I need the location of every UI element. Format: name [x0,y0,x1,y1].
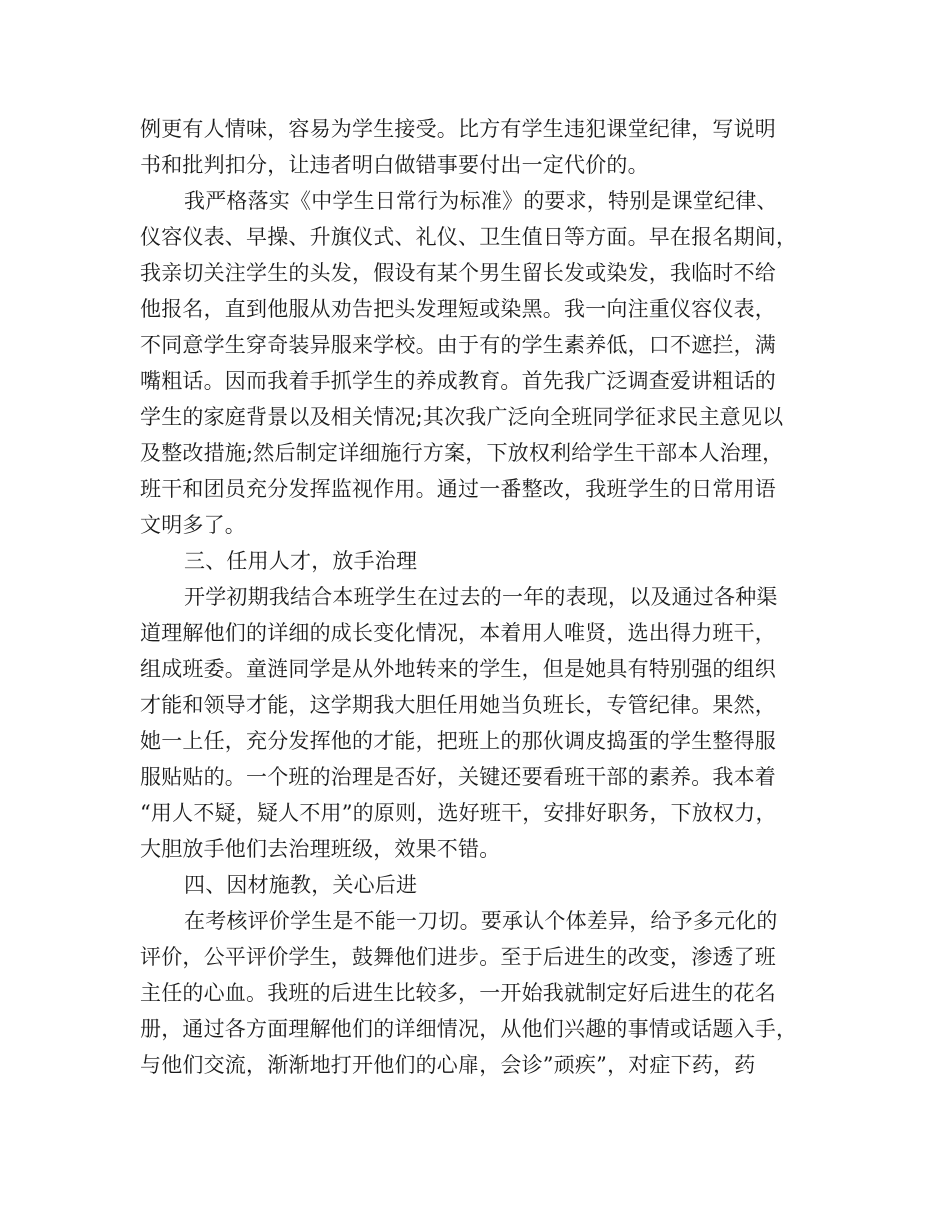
text-line: 我亲切关注学生的头发，假设有某个男生留长发或染发，我临时不给 [140,261,776,285]
paragraph-start-line: 开学初期我结合本班学生在过去的一年的表现，以及通过各种渠 [184,585,778,609]
text-line: 大胆放手他们去治理班级，效果不错。 [140,837,501,861]
text-line: 班干和团员充分发挥监视作用。通过一番整改，我班学生的日常用语 [140,477,776,501]
paragraph-start-line: 我严格落实《中学生日常行为标准》的要求，特别是课堂纪律、 [184,189,778,213]
section-heading: 四、因材施教，关心后进 [184,873,418,897]
text-line: 不同意学生穿奇装异服来学校。由于有的学生素养低，口不遮拦，满 [140,333,776,357]
text-line: 嘴粗话。因而我着手抓学生的养成教育。首先我广泛调查爱讲粗话的 [140,369,776,393]
text-line: 学生的家庭背景以及相关情况;其次我广泛向全班同学征求民主意见以 [140,405,784,429]
document-body [140,111,830,1083]
text-line: 例更有人情味，容易为学生接受。比方有学生违犯课堂纪律，写说明 [140,117,776,141]
section-heading: 三、任用人才，放手治理 [184,549,418,573]
text-line: 书和批判扣分，让违者明白做错事要付出一定代价的。 [140,153,649,177]
text-line: 他报名，直到他服从劝告把头发理短或染黑。我一向注重仪容仪表， [140,297,776,321]
paragraph-start-line: 在考核评价学生是不能一刀切。要承认个体差异，给予多元化的 [184,909,778,933]
text-line: 评价，公平评价学生，鼓舞他们进步。至于后进生的改变，渗透了班 [140,945,776,969]
text-line: 组成班委。童涟同学是从外地转来的学生，但是她具有特别强的组织 [140,657,776,681]
text-line: 文明多了。 [140,513,246,537]
text-line: 道理解他们的详细的成长变化情况，本着用人唯贤，选出得力班干， [140,621,776,645]
text-line: 仪容仪表、早操、升旗仪式、礼仪、卫生值日等方面。早在报名期间， [140,225,798,249]
text-line: 册，通过各方面理解他们的详细情况，从他们兴趣的事情或话题入手， [140,1017,798,1041]
text-line: 主任的心血。我班的后进生比较多，一开始我就制定好后进生的花名 [140,981,776,1005]
text-line: 服贴贴的。一个班的治理是否好，关键还要看班干部的素养。我本着 [140,765,776,789]
text-line: “用人不疑，疑人不用”的原则，选好班干，安排好职务，下放权力， [140,801,777,825]
text-line: 她一上任，充分发挥他的才能，把班上的那伙调皮捣蛋的学生整得服 [140,729,776,753]
text-line: 与他们交流，渐渐地打开他们的心扉，会诊”顽疾”，对症下药，药 [140,1053,756,1077]
text-line: 及整改措施;然后制定详细施行方案，下放权利给学生干部本人治理， [140,441,784,465]
text-line: 才能和领导才能，这学期我大胆任用她当负班长，专管纪律。果然， [140,693,776,717]
